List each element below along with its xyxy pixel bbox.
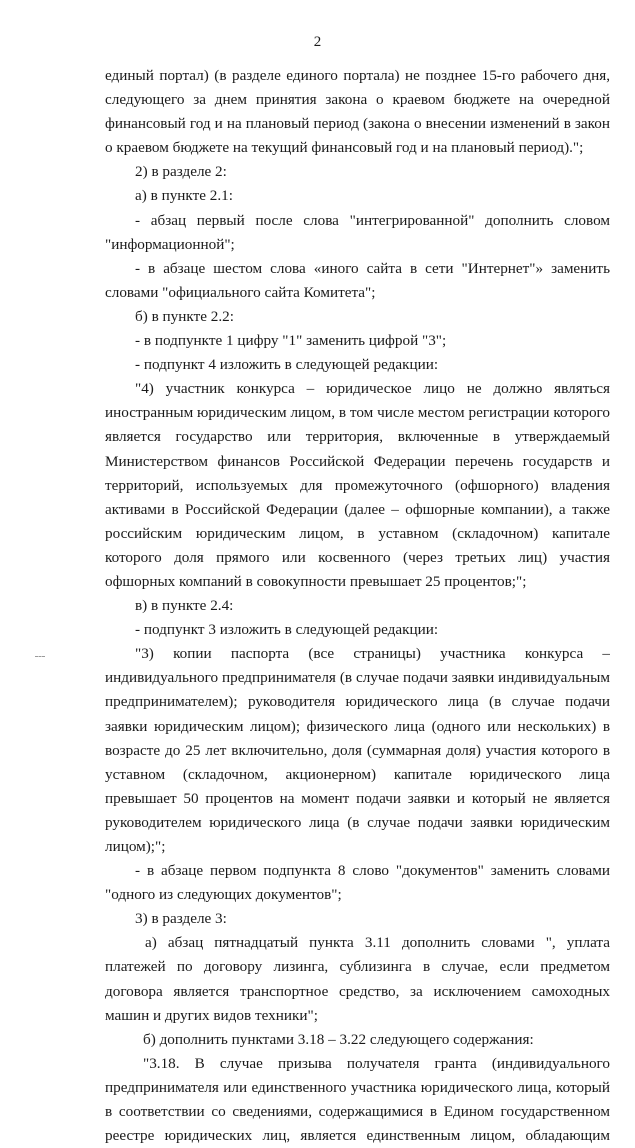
document-body (105, 64, 610, 1148)
text-line: 3) в разделе 3: (135, 910, 227, 928)
text-line: в) в пункте 2.4: (135, 597, 234, 615)
text-line: реестре юридических лиц, является единственным лицом, обладающим (105, 1127, 610, 1145)
text-line: Министерством финансов Российской Федерации перечень государств и (105, 452, 610, 470)
text-line: в соответствии со сведениями, содержащимися в Едином государственном (105, 1103, 610, 1121)
text-line: предпринимателем); руководителя юридического лица (в случае подачи (105, 693, 610, 711)
text-line: о краевом бюджете на текущий финансовый год и на плановый период)."; (105, 139, 584, 157)
text-line: уставном (складочном, акционерном) капитале юридического лица (105, 765, 610, 783)
margin-mark (35, 656, 45, 658)
text-line: финансовый год и на плановый период (закона о внесении изменений в закон (105, 115, 610, 133)
text-line: - в подпункте 1 цифру "1" заменить цифрой "3"; (135, 332, 447, 350)
text-line: - подпункт 3 изложить в следующей редакции: (135, 621, 439, 639)
text-line: является государство или территория, включенные в утверждаемый (105, 428, 610, 446)
text-line: заявки юридическим лицом); физического лица (одного или нескольких) в (105, 717, 610, 735)
text-line: "информационной"; (105, 235, 235, 253)
text-line: офшорных компаний в совокупности превышает 25 процентов;"; (105, 572, 527, 590)
text-line: российским юридическим лицом, в уставном (складочном) капитале (105, 524, 610, 542)
text-line: платежей по договору лизинга, сублизинга в случае, если предметом (105, 958, 610, 976)
text-line: превышает 50 процентов на момент подачи заявки и который не является (105, 789, 610, 807)
text-line: "3) копии паспорта (все страницы) участника конкурса – (135, 645, 610, 663)
text-line: - абзац первый после слова "интегрированной" дополнить словом (135, 211, 610, 229)
text-line: - в абзаце шестом слова «иного сайта в сети "Интернет"» заменить (135, 259, 610, 277)
text-line: "4) участник конкурса – юридическое лицо не должно являться (135, 380, 610, 398)
text-line: следующего за днем принятия закона о краевом бюджете на очередной (105, 91, 610, 109)
page-number: 2 (313, 34, 322, 50)
text-line: а) в пункте 2.1: (135, 187, 233, 205)
text-line: - в абзаце первом подпункта 8 слово "документов" заменить словами (135, 862, 610, 880)
text-line: руководителем юридического лица (в случае подачи заявки юридическим (105, 813, 610, 831)
text-line: - подпункт 4 изложить в следующей редакции: (135, 356, 439, 374)
text-line: б) дополнить пунктами 3.18 – 3.22 следующего содержания: (143, 1030, 534, 1048)
text-line: "3.18. В случае призыва получателя гранта (индивидуального (143, 1054, 610, 1072)
text-line: договора является транспортное средство, за исключением самоходных (105, 982, 610, 1000)
text-line: словами "официального сайта Комитета"; (105, 283, 376, 301)
text-line: возрасте до 25 лет включительно, доля (суммарная доля) участия которого в (105, 741, 610, 759)
text-line: которого доля прямого или косвенного (через третьих лиц) участия (105, 548, 610, 566)
text-line: б) в пункте 2.2: (135, 307, 234, 325)
text-line: иностранным юридическим лицом, в том числе местом регистрации которого (105, 404, 610, 422)
text-line: территорий, используемых для промежуточного (офшорного) владения (105, 476, 610, 494)
text-line: предпринимателя или единственного участника юридического лица, который (105, 1078, 610, 1096)
text-line: активами в Российской Федерации (далее – офшорные компании), а также (105, 500, 610, 518)
text-line: единый портал) (в разделе единого портала) не позднее 15-го рабочего дня, (105, 67, 610, 84)
text-line: индивидуального предпринимателя (в случае подачи заявки индивидуальным (105, 669, 610, 687)
text-line: лицом);"; (105, 838, 166, 855)
text-line: а) абзац пятнадцатый пункта 3.11 дополнить словами ", уплата (145, 934, 610, 952)
text-line: машин и других видов техники"; (105, 1006, 318, 1024)
text-line: 2) в разделе 2: (135, 163, 227, 181)
text-line: "одного из следующих документов"; (105, 886, 342, 904)
